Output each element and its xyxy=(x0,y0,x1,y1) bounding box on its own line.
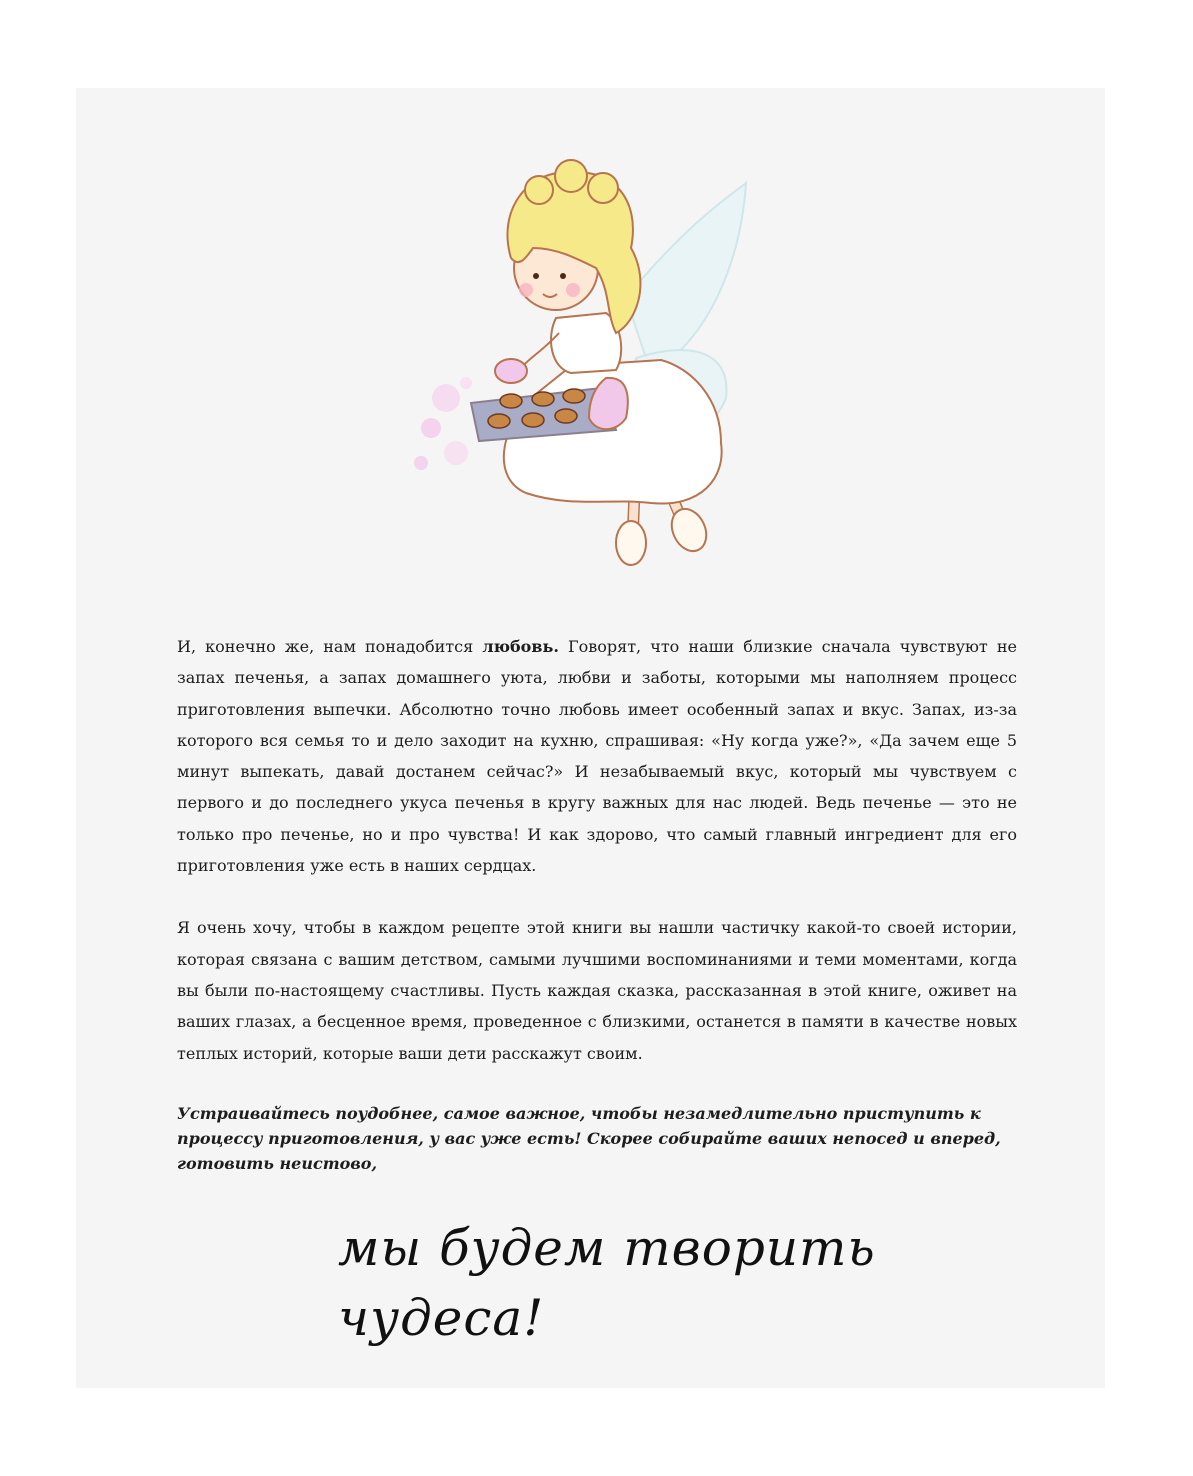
paragraph-love-bold-word: любовь. xyxy=(482,637,559,656)
paragraph-love-rest: Говорят, что наши близкие сначала чувствуют не запах печенья, а запах домашнего уюта, любви и заботы, которыми мы наполняем процесс приготовления выпечки. Абсолютно точно любовь имеет особенный запах и вкус. Запах, из-за которого вся семья то и дело заходит на кухню, спрашивая: «Ну когда уже?», «Да зачем еще 5 минут выпекать, давай достанем сейчас?» И незабываемый вкус, который мы чувствуем с первого и до последнего укуса печенья в кругу важных для нас людей. Ведь печенье — это не только про печенье, но и про чувства! И как здорово, что самый главный ингредиент для его приготовления уже есть в наших сердцах. xyxy=(177,637,1018,876)
closing-paragraph: Устраивайтесь поудобнее, самое важное, чтобы незамедлительно приступить к процессу приготовления, у вас уже есть! Скорее собирайте ваших непосед и вперед, готовить неистово, xyxy=(177,1103,1001,1173)
page-text xyxy=(177,631,1017,1176)
paragraph-love xyxy=(177,631,1017,881)
sparkle-trail-icon xyxy=(414,377,472,470)
book-page xyxy=(76,88,1105,1388)
fairy-baker-illustration xyxy=(271,98,871,618)
signature-line: мы будем творить чудеса! xyxy=(338,1219,876,1347)
paragraph-wish: Я очень хочу, чтобы в каждом рецепте этой книги вы нашли частичку какой-то своей истории, которая связана с вашим детством, самыми лучшими воспоминаниями и теми моментами, когда вы были по-настоящему счастливы. Пусть каждая сказка, рассказанная в этой книге, оживет на ваших глазах, а бесценное время, проведенное с близкими, останется в памяти в качестве новых теплых историй, которые ваши дети расскажут своим. xyxy=(177,918,1017,1063)
paragraph-love-lead: И, конечно же, нам понадобится xyxy=(177,637,483,656)
